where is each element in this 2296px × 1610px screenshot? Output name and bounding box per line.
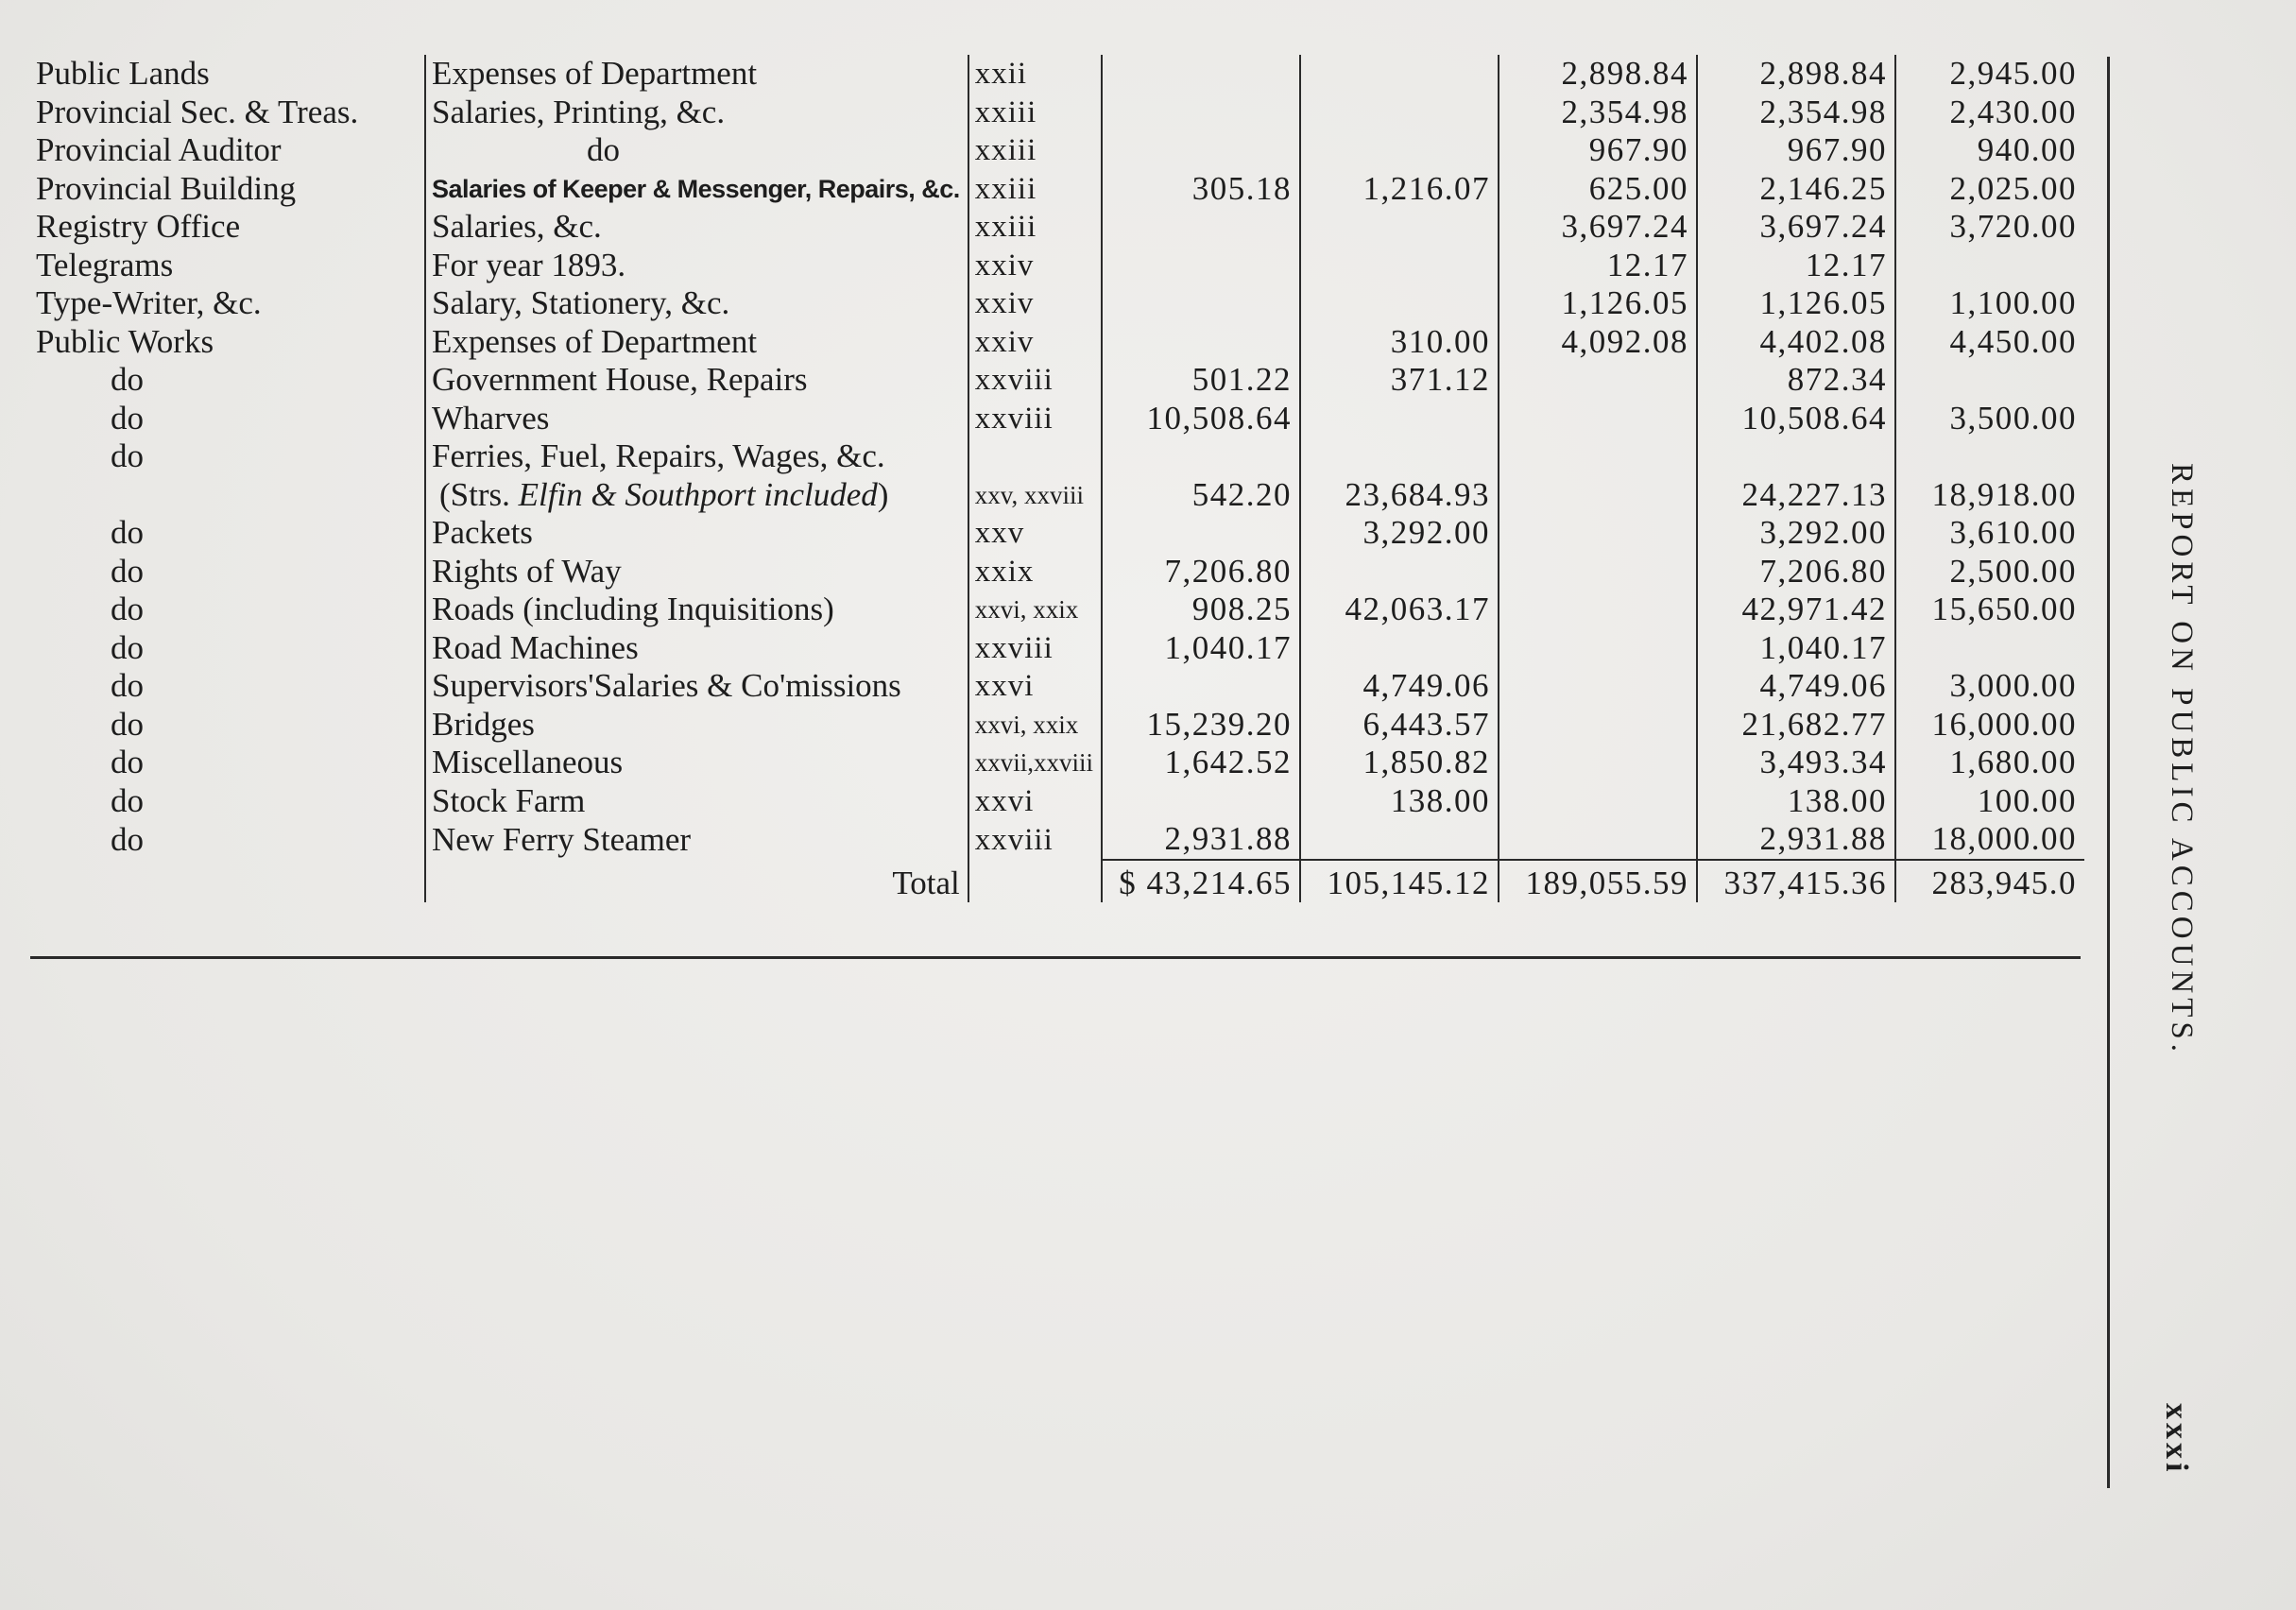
service-cell	[30, 476, 425, 515]
amount-cell-3: 1,126.05	[1499, 284, 1697, 323]
amount-cell-3	[1499, 591, 1697, 629]
service-cell: Registry Office	[30, 208, 425, 247]
amount-cell-3	[1499, 361, 1697, 400]
amount-cell-2	[1300, 131, 1499, 170]
service-cell: do	[30, 361, 425, 400]
item-text-close: )	[877, 475, 889, 513]
amount-cell-2: 23,684.93	[1300, 476, 1499, 515]
accounts-body	[30, 55, 2084, 860]
amount-cell-3	[1499, 400, 1697, 438]
amount-cell-5	[1895, 361, 2084, 400]
amount-cell-1	[1102, 782, 1300, 821]
amount-cell-1	[1102, 514, 1300, 553]
amount-cell-1	[1102, 131, 1300, 170]
table-row	[30, 514, 2084, 553]
page-number: xxxi	[2159, 1403, 2194, 1476]
amount-cell-4: 138.00	[1697, 782, 1895, 821]
amount-cell-2: 138.00	[1300, 782, 1499, 821]
page-ref-cell: xxvi	[968, 667, 1102, 706]
amount-cell-5: 2,025.00	[1949, 169, 2078, 207]
table-row	[30, 247, 2084, 285]
amount-cell-5: 1,100.00	[1949, 284, 2078, 321]
amount-cell-1: 1,642.52	[1102, 744, 1300, 782]
amount-cell-2: 3,292.00	[1300, 514, 1499, 553]
item-cell: Ferries, Fuel, Repairs, Wages, &c.	[425, 437, 968, 476]
amount-cell-5	[1895, 629, 2084, 668]
page-ref-cell: xxviii	[968, 400, 1102, 438]
amount-cell-1	[1102, 437, 1300, 476]
amount-cell-1: 305.18	[1102, 170, 1300, 209]
amount-cell-5: 4,450.00	[1949, 322, 2078, 360]
amount-cell-3: 12.17	[1499, 247, 1697, 285]
table-row	[30, 323, 2084, 362]
item-cell: Miscellaneous	[425, 744, 968, 782]
amount-cell-2	[1300, 94, 1499, 132]
amount-cell-5: 18,918.00	[1931, 475, 2078, 513]
item-cell: New Ferry Steamer	[425, 820, 968, 860]
running-title: REPORT ON PUBLIC ACCOUNTS.	[2165, 463, 2199, 1056]
table-row	[30, 400, 2084, 438]
amount-cell-5: 18,000.00	[1931, 820, 2078, 857]
item-cell	[425, 476, 968, 515]
amount-cell-4: 24,227.13	[1697, 476, 1895, 515]
page-ref-cell: xxix	[968, 553, 1102, 591]
total-col-1: $ 43,214.65	[1102, 860, 1300, 903]
table-row	[30, 629, 2084, 668]
table-row	[30, 361, 2084, 400]
page-ref-cell: xxiii	[968, 170, 1102, 209]
item-cell: For year 1893.	[425, 247, 968, 285]
page-ref-cell: xxv, xxviii	[968, 476, 1102, 515]
amount-cell-1	[1102, 323, 1300, 362]
amount-cell-2	[1300, 284, 1499, 323]
table-row	[30, 55, 2084, 94]
table-row	[30, 208, 2084, 247]
amount-cell-5: 3,720.00	[1949, 208, 2078, 245]
amount-cell-5: 2,430.00	[1949, 93, 2078, 130]
page-ref-cell: xxv	[968, 514, 1102, 553]
amount-cell-4: 21,682.77	[1697, 706, 1895, 745]
item-cell: Salaries, Printing, &c.	[425, 94, 968, 132]
amount-cell-4: 2,898.84	[1697, 55, 1895, 94]
amount-cell-2	[1300, 820, 1499, 860]
item-cell: Supervisors'Salaries & Co'missions	[425, 667, 968, 706]
amount-cell-2: 42,063.17	[1300, 591, 1499, 629]
amount-cell-2: 4,749.06	[1300, 667, 1499, 706]
amount-cell-3	[1499, 629, 1697, 668]
page-ref-cell: xxiv	[968, 284, 1102, 323]
item-cell: do	[425, 131, 968, 170]
amount-cell-4: 1,126.05	[1697, 284, 1895, 323]
item-cell: Government House, Repairs	[425, 361, 968, 400]
total-spacer	[30, 860, 425, 903]
amount-cell-4: 3,493.34	[1697, 744, 1895, 782]
amount-cell-4: 872.34	[1697, 361, 1895, 400]
page-ref-cell: xxii	[968, 55, 1102, 94]
table-row	[30, 284, 2084, 323]
item-cell: Salaries, &c.	[425, 208, 968, 247]
amount-cell-4: 42,971.42	[1697, 591, 1895, 629]
page-ref-cell: xxvii,xxviii	[968, 744, 1102, 782]
service-cell: do	[30, 706, 425, 745]
service-cell: Public Works	[30, 323, 425, 362]
amount-cell-5: 3,610.00	[1949, 514, 2078, 551]
amount-cell-5	[1895, 247, 2084, 285]
amount-cell-1	[1102, 208, 1300, 247]
amount-cell-3: 625.00	[1499, 170, 1697, 209]
amount-cell-5: 16,000.00	[1931, 705, 2078, 743]
amount-cell-1	[1102, 247, 1300, 285]
page-ref-cell: xxiii	[968, 208, 1102, 247]
service-cell: Type-Writer, &c.	[30, 284, 425, 323]
service-cell: do	[30, 400, 425, 438]
item-cell: Packets	[425, 514, 968, 553]
amount-cell-1: 542.20	[1102, 476, 1300, 515]
service-cell: do	[30, 591, 425, 629]
amount-cell-5: 1,680.00	[1949, 744, 2078, 780]
page-ref-cell: xxiv	[968, 323, 1102, 362]
amount-cell-3	[1499, 667, 1697, 706]
amount-cell-3	[1499, 553, 1697, 591]
amount-cell-3	[1499, 476, 1697, 515]
table-row	[30, 170, 2084, 209]
amount-cell-2	[1300, 629, 1499, 668]
service-cell: do	[30, 514, 425, 553]
amount-cell-4: 3,292.00	[1697, 514, 1895, 553]
amount-cell-3: 967.90	[1499, 131, 1697, 170]
amount-cell-4: 4,749.06	[1697, 667, 1895, 706]
service-cell: Public Lands	[30, 55, 425, 94]
service-cell: do	[30, 782, 425, 821]
amount-cell-4: 967.90	[1697, 131, 1895, 170]
amount-cell-2: 371.12	[1300, 361, 1499, 400]
amount-cell-2	[1300, 247, 1499, 285]
table-bottom-rule	[30, 956, 2081, 959]
table-row	[30, 706, 2084, 745]
total-col-4: 337,415.36	[1697, 860, 1895, 903]
total-page-cell	[968, 860, 1102, 903]
service-cell: do	[30, 667, 425, 706]
amount-cell-1: 15,239.20	[1102, 706, 1300, 745]
amount-cell-1	[1102, 667, 1300, 706]
amount-cell-4: 4,402.08	[1697, 323, 1895, 362]
table-row	[30, 782, 2084, 821]
amount-cell-3: 4,092.08	[1499, 323, 1697, 362]
total-col-3: 189,055.59	[1499, 860, 1697, 903]
page-ref-cell: xxviii	[968, 629, 1102, 668]
amount-cell-4: 7,206.80	[1697, 553, 1895, 591]
table-row	[30, 744, 2084, 782]
amount-cell-1: 10,508.64	[1102, 400, 1300, 438]
table-row	[30, 94, 2084, 132]
item-cell: Stock Farm	[425, 782, 968, 821]
amount-cell-1: 1,040.17	[1102, 629, 1300, 668]
table-row	[30, 820, 2084, 860]
amount-cell-3	[1499, 514, 1697, 553]
amount-cell-1	[1102, 55, 1300, 94]
table-row	[30, 591, 2084, 629]
amount-cell-3: 2,354.98	[1499, 94, 1697, 132]
accounts-table	[30, 55, 2084, 902]
amount-cell-2: 1,216.07	[1300, 170, 1499, 209]
amount-cell-5: 3,000.00	[1949, 667, 2078, 704]
amount-cell-5: 3,500.00	[1949, 399, 2078, 437]
amount-cell-1: 2,931.88	[1102, 820, 1300, 860]
amount-cell-5: 2,945.00	[1949, 55, 2078, 92]
amount-cell-4: 10,508.64	[1697, 400, 1895, 438]
margin-rule	[2107, 57, 2110, 1488]
amount-cell-5: 940.00	[1977, 131, 2078, 168]
amount-cell-3	[1499, 744, 1697, 782]
page-ref-cell: xxiii	[968, 131, 1102, 170]
amount-cell-1	[1102, 94, 1300, 132]
total-row	[30, 860, 2084, 903]
amount-cell-4: 3,697.24	[1697, 208, 1895, 247]
amount-cell-5: 15,650.00	[1931, 591, 2078, 627]
page-ref-cell: xxviii	[968, 820, 1102, 860]
amount-cell-5	[1895, 437, 2084, 476]
page-ref-cell: xxviii	[968, 361, 1102, 400]
page-ref-cell: xxvi, xxix	[968, 591, 1102, 629]
page-ref-cell	[968, 437, 1102, 476]
amount-cell-2: 1,850.82	[1300, 744, 1499, 782]
amount-cell-2	[1300, 208, 1499, 247]
amount-cell-2: 310.00	[1300, 323, 1499, 362]
table-row	[30, 131, 2084, 170]
total-col-5: 283,945.0	[1895, 860, 2084, 903]
amount-cell-3	[1499, 820, 1697, 860]
total-label: Total	[425, 860, 968, 903]
amount-cell-4: 12.17	[1697, 247, 1895, 285]
item-cell: Roads (including Inquisitions)	[425, 591, 968, 629]
amount-cell-1: 7,206.80	[1102, 553, 1300, 591]
amount-cell-2: 6,443.57	[1300, 706, 1499, 745]
service-cell: Telegrams	[30, 247, 425, 285]
amount-cell-1: 908.25	[1102, 591, 1300, 629]
amount-cell-1: 501.22	[1102, 361, 1300, 400]
item-cell: Salary, Stationery, &c.	[425, 284, 968, 323]
service-cell: do	[30, 553, 425, 591]
table-row	[30, 476, 2084, 515]
item-italic-text: Elfin & Southport included	[518, 475, 878, 513]
amount-cell-4: 2,354.98	[1697, 94, 1895, 132]
service-cell: Provincial Auditor	[30, 131, 425, 170]
amount-cell-4: 2,931.88	[1697, 820, 1895, 860]
amount-cell-4: 1,040.17	[1697, 629, 1895, 668]
table-row	[30, 437, 2084, 476]
service-cell: do	[30, 820, 425, 860]
page-ref-cell: xxiv	[968, 247, 1102, 285]
amount-cell-5: 100.00	[1977, 781, 2078, 819]
amount-cell-4	[1697, 437, 1895, 476]
amount-cell-3	[1499, 782, 1697, 821]
service-cell: do	[30, 629, 425, 668]
amount-cell-3	[1499, 706, 1697, 745]
amount-cell-1	[1102, 284, 1300, 323]
page-ref-cell: xxvi, xxix	[968, 706, 1102, 745]
item-cell: Expenses of Department	[425, 55, 968, 94]
total-col-2: 105,145.12	[1300, 860, 1499, 903]
amount-cell-5: 2,500.00	[1949, 552, 2078, 590]
item-cell: Rights of Way	[425, 553, 968, 591]
table-row	[30, 667, 2084, 706]
service-cell: do	[30, 437, 425, 476]
page-ref-cell: xxvi	[968, 782, 1102, 821]
amount-cell-2	[1300, 400, 1499, 438]
service-cell: Provincial Building	[30, 170, 425, 209]
item-cell: Bridges	[425, 706, 968, 745]
item-cell: Salaries of Keeper & Messenger, Repairs, &c.	[425, 170, 968, 209]
item-cell: Expenses of Department	[425, 323, 968, 362]
service-cell: Provincial Sec. & Treas.	[30, 94, 425, 132]
table-row	[30, 553, 2084, 591]
amount-cell-2	[1300, 55, 1499, 94]
amount-cell-4: 2,146.25	[1697, 170, 1895, 209]
amount-cell-2	[1300, 437, 1499, 476]
amount-cell-2	[1300, 553, 1499, 591]
item-cell: Road Machines	[425, 629, 968, 668]
amount-cell-3: 2,898.84	[1499, 55, 1697, 94]
amount-cell-3	[1499, 437, 1697, 476]
page-ref-cell: xxiii	[968, 94, 1102, 132]
item-text: (Strs.	[439, 475, 519, 513]
amount-cell-3: 3,697.24	[1499, 208, 1697, 247]
service-cell: do	[30, 744, 425, 782]
item-cell: Wharves	[425, 400, 968, 438]
